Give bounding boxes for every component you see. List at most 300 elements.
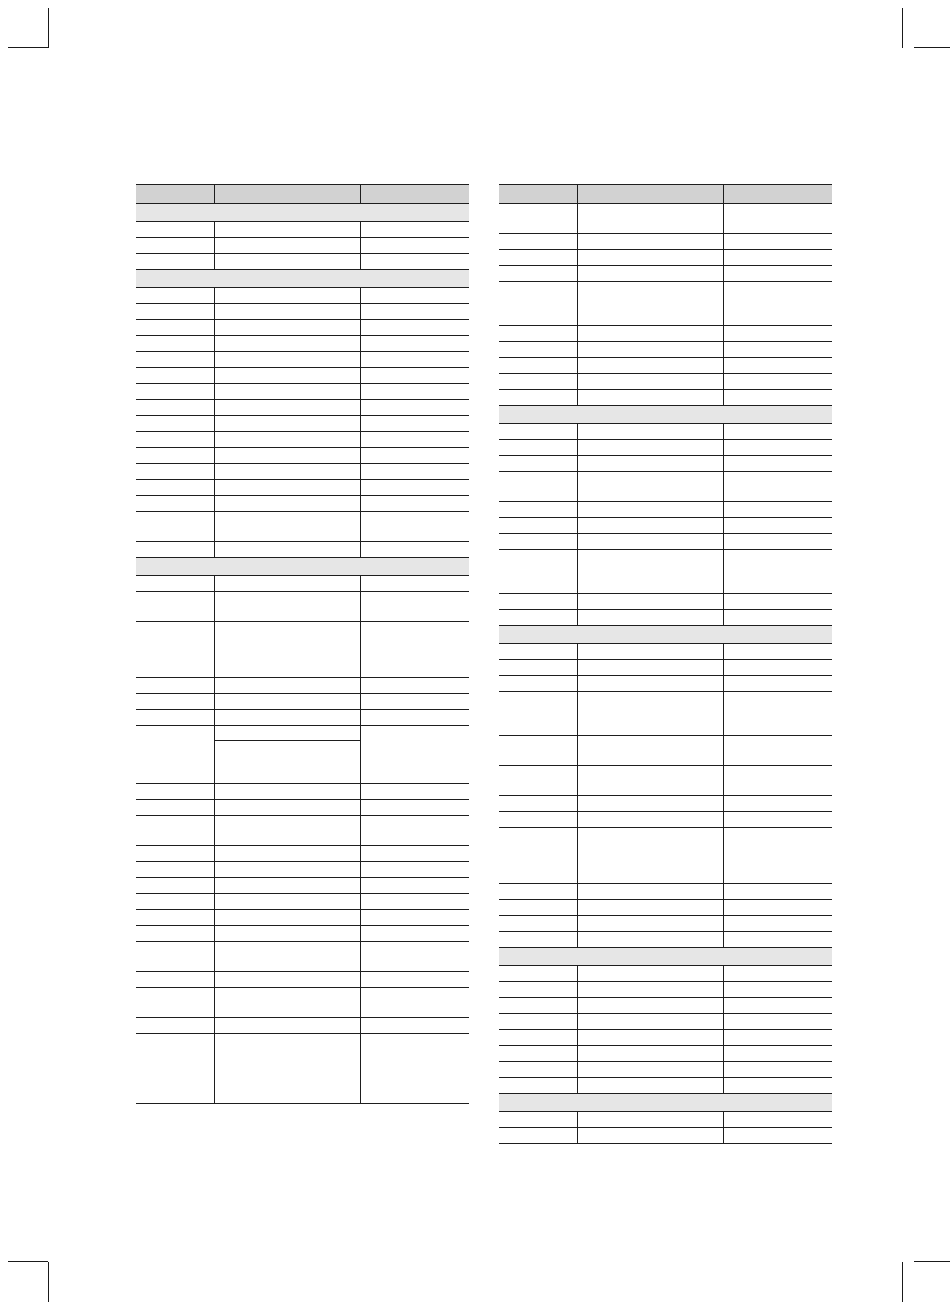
table-cell <box>723 812 832 827</box>
table-cell <box>360 694 469 709</box>
table-row <box>136 432 469 448</box>
table-cell <box>360 336 469 351</box>
table-cell <box>577 550 724 593</box>
table-cell <box>577 644 724 659</box>
table-cell <box>499 358 577 373</box>
table-cell <box>136 576 214 591</box>
table-cell <box>214 988 361 1017</box>
section-row <box>499 1094 832 1112</box>
table-row <box>136 304 469 320</box>
table-cell <box>136 694 214 709</box>
table-cell <box>577 998 724 1013</box>
table-cell <box>723 1046 832 1061</box>
section-label <box>499 948 832 965</box>
table-row <box>136 416 469 432</box>
table-cell <box>499 1112 577 1127</box>
table-cell <box>360 710 469 725</box>
table-row <box>499 966 832 982</box>
table-row <box>499 610 832 626</box>
table-row <box>499 736 832 766</box>
table-cell <box>499 594 577 609</box>
table-cell <box>214 368 361 383</box>
table-cell <box>360 254 469 269</box>
table-cell <box>136 352 214 367</box>
table-cell <box>723 766 832 795</box>
table-row <box>499 998 832 1014</box>
table-cell <box>577 518 724 533</box>
table-cell <box>136 464 214 479</box>
table-cell <box>360 400 469 415</box>
table-row <box>499 1014 832 1030</box>
table-cell <box>214 622 361 677</box>
table-row <box>499 1046 832 1062</box>
table-row <box>136 238 469 254</box>
table-row <box>136 542 469 558</box>
header-cell <box>214 185 361 203</box>
table-row <box>136 910 469 926</box>
table-row <box>136 942 469 972</box>
table-cell <box>723 326 832 341</box>
table-cell <box>360 726 469 783</box>
table-row <box>136 784 469 800</box>
table-cell <box>577 1014 724 1029</box>
table-row <box>136 710 469 726</box>
table-cell <box>577 932 724 947</box>
table-row <box>499 374 832 390</box>
table-cell <box>360 910 469 925</box>
table-cell <box>499 736 577 765</box>
table-cell <box>360 576 469 591</box>
table-cell <box>214 542 361 557</box>
table-cell <box>214 254 361 269</box>
table-cell <box>577 358 724 373</box>
table-cell <box>499 390 577 405</box>
table-row <box>136 846 469 862</box>
table-cell <box>214 336 361 351</box>
table-cell <box>136 726 214 783</box>
table-row <box>136 448 469 464</box>
table-row <box>499 1128 832 1144</box>
table-cell <box>360 988 469 1017</box>
table-cell <box>723 982 832 997</box>
table-cell <box>723 1062 832 1077</box>
table-row <box>136 352 469 368</box>
table-cell <box>214 694 361 709</box>
table-cell <box>723 440 832 455</box>
table-cell <box>577 204 724 233</box>
header-cell <box>499 185 577 203</box>
table-cell <box>214 800 361 815</box>
table-cell <box>499 916 577 931</box>
table-cell <box>723 900 832 915</box>
table-row <box>136 464 469 480</box>
table-cell <box>723 266 832 281</box>
section-label <box>499 626 832 643</box>
table-cell <box>360 1018 469 1033</box>
table-cell <box>360 480 469 495</box>
section-row <box>136 204 469 222</box>
table-row <box>136 800 469 816</box>
table-cell <box>577 966 724 981</box>
table-cell <box>360 448 469 463</box>
table-cell <box>360 542 469 557</box>
table-cell <box>723 518 832 533</box>
table-row <box>499 812 832 828</box>
table-row <box>136 862 469 878</box>
table-cell <box>136 512 214 541</box>
section-label <box>136 270 469 287</box>
table-row <box>499 326 832 342</box>
table-cell <box>499 342 577 357</box>
table-cell <box>577 390 724 405</box>
table-cell <box>723 644 832 659</box>
table-cell <box>499 766 577 795</box>
table-cell <box>723 1078 832 1093</box>
table-cell <box>136 542 214 557</box>
table-cell <box>577 266 724 281</box>
table-cell <box>577 828 724 883</box>
table-cell <box>499 610 577 625</box>
table-cell <box>723 736 832 765</box>
table-cell <box>360 432 469 447</box>
table-cell <box>577 326 724 341</box>
table-cell <box>136 894 214 909</box>
table-cell <box>499 424 577 439</box>
table-cell <box>360 926 469 941</box>
table-row <box>499 692 832 736</box>
table-cell <box>136 480 214 495</box>
table-cell <box>499 326 577 341</box>
table-cell <box>214 726 361 783</box>
table-cell <box>136 816 214 845</box>
table-cell <box>499 502 577 517</box>
table-row <box>499 644 832 660</box>
table-cell <box>214 710 361 725</box>
table-cell <box>136 910 214 925</box>
table-cell <box>136 1018 214 1033</box>
table-row <box>499 982 832 998</box>
table-row <box>499 884 832 900</box>
table-cell <box>499 456 577 471</box>
table-cell <box>577 282 724 325</box>
table-cell <box>723 374 832 389</box>
table-cell <box>136 972 214 987</box>
crop-mark-bottom-right-horizontal <box>914 1261 950 1262</box>
table-cell <box>136 710 214 725</box>
table-row <box>136 726 469 784</box>
table-cell <box>136 878 214 893</box>
table-cell <box>360 288 469 303</box>
table-row <box>499 766 832 796</box>
table-cell <box>723 796 832 811</box>
table-cell <box>499 1062 577 1077</box>
table-cell <box>577 502 724 517</box>
table-cell <box>360 222 469 237</box>
table-row <box>136 694 469 710</box>
table-cell <box>577 1062 724 1077</box>
table-cell <box>723 676 832 691</box>
table-cell <box>360 592 469 621</box>
table-row <box>499 342 832 358</box>
table-cell <box>577 1112 724 1127</box>
table-cell <box>214 496 361 511</box>
table-cell <box>577 1078 724 1093</box>
table-cell <box>723 234 832 249</box>
table-row <box>136 320 469 336</box>
table-cell <box>214 320 361 335</box>
table-cell <box>723 594 832 609</box>
table-cell <box>577 234 724 249</box>
table-cell <box>360 862 469 877</box>
table-row <box>136 368 469 384</box>
table-cell <box>360 1034 469 1103</box>
table-cell <box>723 610 832 625</box>
right-spec-table <box>499 184 832 1144</box>
table-cell <box>577 812 724 827</box>
table-cell <box>214 846 361 861</box>
table-row <box>499 502 832 518</box>
table-cell <box>577 472 724 501</box>
table-cell <box>723 1030 832 1045</box>
table-cell <box>723 282 832 325</box>
table-row <box>499 676 832 692</box>
table-cell <box>136 336 214 351</box>
table-cell <box>723 358 832 373</box>
section-row <box>499 626 832 644</box>
table-cell <box>723 884 832 899</box>
table-cell <box>136 1034 214 1103</box>
table-cell <box>577 736 724 765</box>
crop-mark-bottom-left-vertical <box>48 1262 49 1302</box>
crop-mark-bottom-right-vertical <box>902 1262 903 1302</box>
table-cell <box>360 304 469 319</box>
table-cell <box>360 238 469 253</box>
table-cell <box>499 374 577 389</box>
sub-row-divider <box>214 740 360 741</box>
table-cell <box>499 550 577 593</box>
table-cell <box>214 784 361 799</box>
table-row <box>136 678 469 694</box>
table-cell <box>136 592 214 621</box>
table-cell <box>499 282 577 325</box>
table-cell <box>214 384 361 399</box>
table-cell <box>723 916 832 931</box>
table-cell <box>577 424 724 439</box>
table-cell <box>577 374 724 389</box>
table-cell <box>499 1046 577 1061</box>
table-cell <box>360 352 469 367</box>
table-cell <box>577 250 724 265</box>
table-cell <box>214 942 361 971</box>
table-cell <box>360 678 469 693</box>
table-cell <box>214 304 361 319</box>
table-cell <box>136 416 214 431</box>
table-cell <box>577 1046 724 1061</box>
table-cell <box>499 884 577 899</box>
table-row <box>136 288 469 304</box>
table-row <box>136 496 469 512</box>
table-cell <box>499 644 577 659</box>
table-row <box>499 660 832 676</box>
table-cell <box>214 1034 361 1103</box>
table-cell <box>499 518 577 533</box>
table-row <box>499 266 832 282</box>
crop-mark-top-left-horizontal <box>8 47 48 48</box>
table-cell <box>577 456 724 471</box>
table-cell <box>499 440 577 455</box>
table-cell <box>214 910 361 925</box>
table-header-row <box>499 184 832 204</box>
table-cell <box>577 594 724 609</box>
table-cell <box>499 204 577 233</box>
table-row <box>136 816 469 846</box>
table-cell <box>723 932 832 947</box>
table-cell <box>136 288 214 303</box>
table-cell <box>360 878 469 893</box>
crop-mark-top-right-vertical <box>902 8 903 48</box>
table-cell <box>214 238 361 253</box>
table-row <box>136 576 469 592</box>
table-row <box>499 1112 832 1128</box>
header-cell <box>136 185 214 203</box>
table-cell <box>360 846 469 861</box>
section-label <box>136 558 469 575</box>
crop-mark-bottom-left-horizontal <box>8 1261 48 1262</box>
table-cell <box>136 942 214 971</box>
table-cell <box>577 796 724 811</box>
table-cell <box>723 534 832 549</box>
table-cell <box>577 900 724 915</box>
table-cell <box>360 942 469 971</box>
table-row <box>136 336 469 352</box>
table-cell <box>723 204 832 233</box>
table-row <box>136 988 469 1018</box>
table-cell <box>136 862 214 877</box>
table-cell <box>723 966 832 981</box>
table-row <box>499 796 832 812</box>
table-cell <box>214 894 361 909</box>
table-cell <box>214 288 361 303</box>
table-cell <box>214 480 361 495</box>
table-cell <box>214 448 361 463</box>
header-cell <box>723 185 832 203</box>
table-row <box>499 828 832 884</box>
table-cell <box>723 1014 832 1029</box>
table-cell <box>136 988 214 1017</box>
table-cell <box>214 1018 361 1033</box>
table-cell <box>499 266 577 281</box>
table-cell <box>214 400 361 415</box>
table-row <box>499 1030 832 1046</box>
table-cell <box>360 972 469 987</box>
table-row <box>499 916 832 932</box>
table-cell <box>499 982 577 997</box>
table-cell <box>499 932 577 947</box>
table-cell <box>136 448 214 463</box>
section-row <box>136 270 469 288</box>
table-cell <box>360 464 469 479</box>
table-row <box>136 894 469 910</box>
table-cell <box>723 550 832 593</box>
table-cell <box>577 440 724 455</box>
table-row <box>499 390 832 406</box>
table-cell <box>499 998 577 1013</box>
section-row <box>499 948 832 966</box>
table-cell <box>723 472 832 501</box>
table-row <box>499 456 832 472</box>
table-row <box>499 358 832 374</box>
table-cell <box>360 512 469 541</box>
table-cell <box>214 512 361 541</box>
table-row <box>136 926 469 942</box>
table-cell <box>577 884 724 899</box>
crop-mark-top-left-vertical <box>48 8 49 48</box>
section-row <box>136 558 469 576</box>
table-cell <box>214 464 361 479</box>
table-cell <box>723 692 832 735</box>
table-cell <box>136 304 214 319</box>
table-cell <box>577 1030 724 1045</box>
table-row <box>499 472 832 502</box>
header-cell <box>360 185 469 203</box>
table-cell <box>577 660 724 675</box>
table-cell <box>723 502 832 517</box>
table-cell <box>499 812 577 827</box>
table-cell <box>499 234 577 249</box>
table-cell <box>214 352 361 367</box>
table-row <box>499 518 832 534</box>
table-cell <box>136 496 214 511</box>
table-cell <box>136 400 214 415</box>
table-cell <box>723 828 832 883</box>
table-row <box>136 480 469 496</box>
table-cell <box>214 222 361 237</box>
table-cell <box>136 846 214 861</box>
table-row <box>499 594 832 610</box>
table-row <box>499 234 832 250</box>
table-cell <box>214 926 361 941</box>
section-label <box>499 1094 832 1111</box>
table-cell <box>214 416 361 431</box>
table-row <box>136 592 469 622</box>
table-cell <box>723 390 832 405</box>
table-cell <box>360 894 469 909</box>
table-header-row <box>136 184 469 204</box>
table-cell <box>499 1078 577 1093</box>
table-row <box>499 1062 832 1078</box>
header-cell <box>577 185 724 203</box>
table-row <box>499 932 832 948</box>
table-cell <box>136 368 214 383</box>
section-row <box>499 406 832 424</box>
table-cell <box>499 534 577 549</box>
table-cell <box>723 1128 832 1143</box>
table-cell <box>577 534 724 549</box>
table-cell <box>577 676 724 691</box>
table-cell <box>136 800 214 815</box>
table-cell <box>214 878 361 893</box>
table-cell <box>723 660 832 675</box>
table-cell <box>499 692 577 735</box>
table-row <box>136 878 469 894</box>
table-row <box>499 282 832 326</box>
table-row <box>136 1034 469 1104</box>
table-cell <box>136 678 214 693</box>
table-cell <box>499 1030 577 1045</box>
table-cell <box>136 432 214 447</box>
table-cell <box>577 692 724 735</box>
table-cell <box>360 622 469 677</box>
